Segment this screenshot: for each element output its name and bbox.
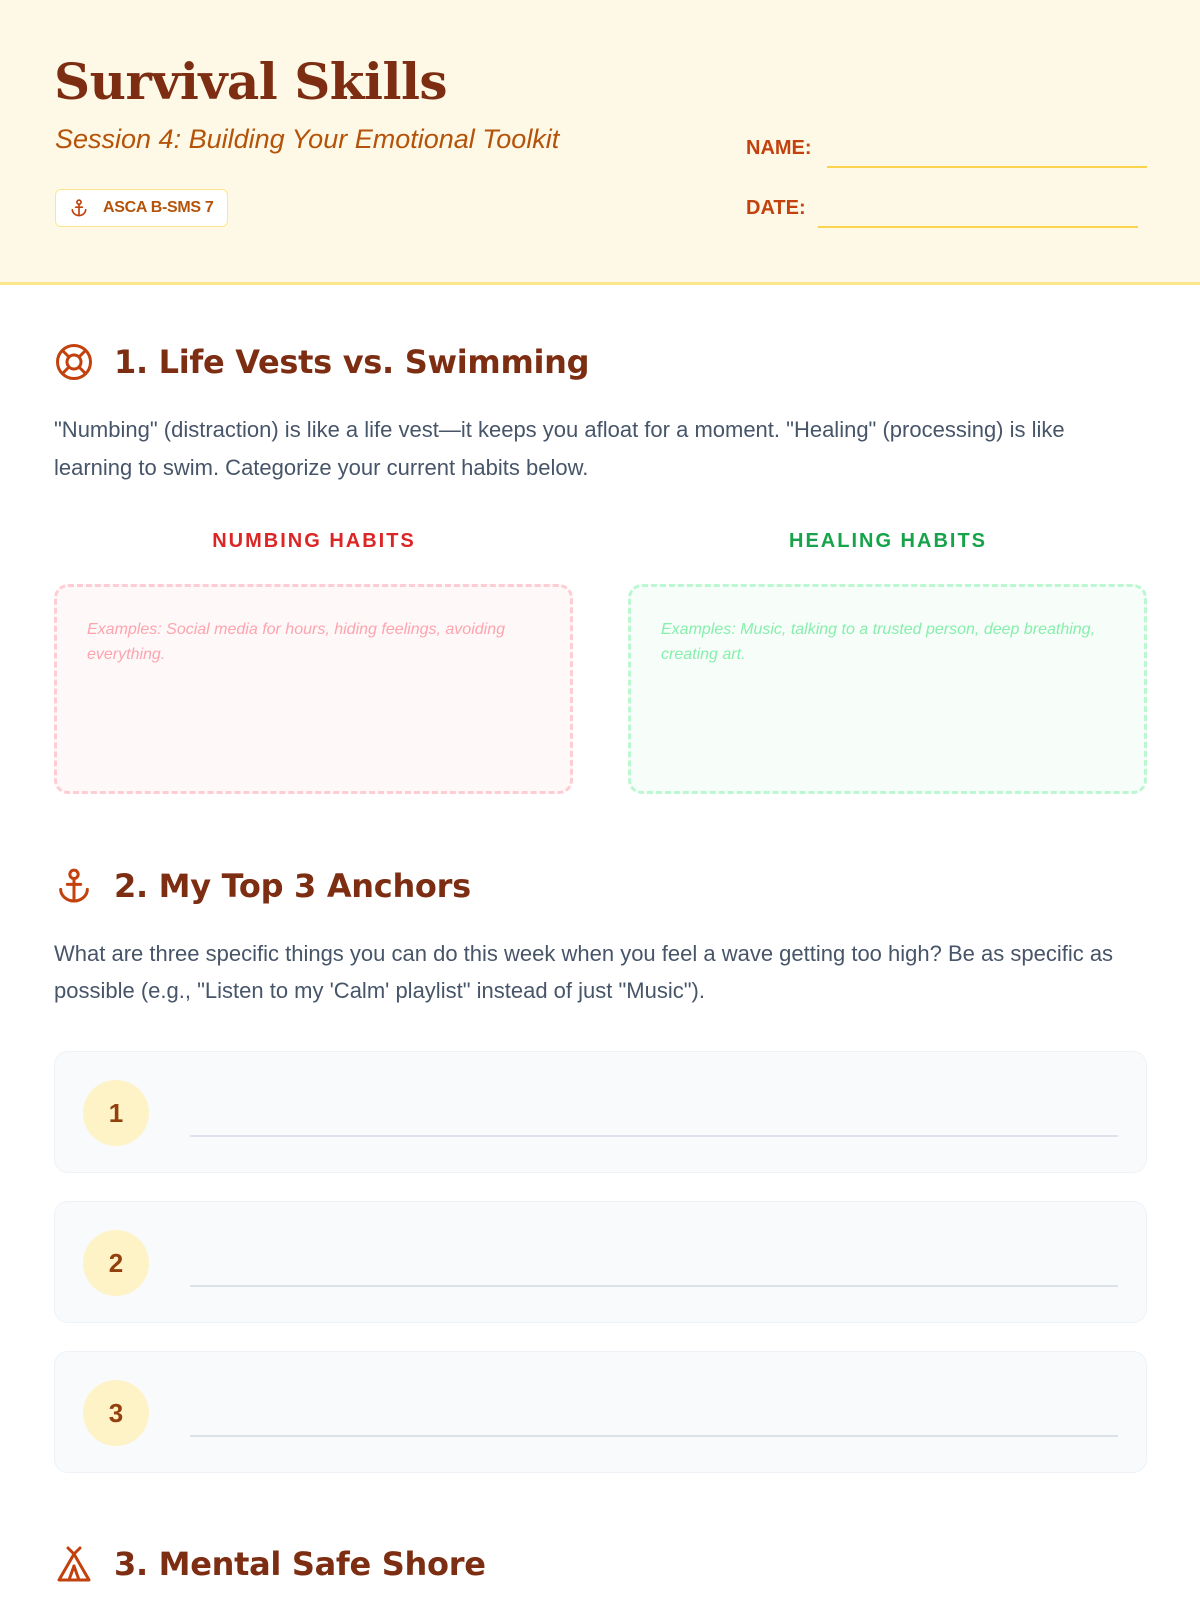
- tent-icon: [54, 1544, 94, 1584]
- anchor-number: 3: [83, 1380, 149, 1446]
- name-label: NAME:: [746, 137, 812, 159]
- section-3-title: 3. Mental Safe Shore: [114, 1545, 486, 1583]
- healing-habits-textarea[interactable]: [628, 584, 1147, 794]
- anchor-item: [54, 1201, 1147, 1323]
- anchor-icon: [69, 198, 89, 218]
- numbing-habits-textarea[interactable]: [54, 584, 573, 794]
- date-field[interactable]: [818, 226, 1138, 228]
- section-1-description: "Numbing" (distraction) is like a life vest—it keeps you afloat for a moment. "Healing" (processing) is like learning to swim. Categorize your current habits below.: [54, 417, 1065, 480]
- anchor-item: [54, 1351, 1147, 1473]
- badge-label: ASCA B-SMS 7: [103, 199, 214, 216]
- anchor-number: 1: [83, 1080, 149, 1146]
- anchor-input[interactable]: [190, 1285, 1118, 1287]
- anchor-item: [54, 1051, 1147, 1173]
- anchor-input[interactable]: [190, 1435, 1118, 1437]
- anchor-input[interactable]: [190, 1135, 1118, 1137]
- section-2-title: 2. My Top 3 Anchors: [114, 867, 471, 905]
- anchor-icon: [54, 866, 94, 906]
- section-1-title: 1. Life Vests vs. Swimming: [114, 343, 590, 381]
- worksheet-header: [0, 0, 1200, 285]
- section-3-heading: [54, 1544, 486, 1584]
- anchor-number: 2: [83, 1230, 149, 1296]
- date-label: DATE:: [746, 197, 806, 219]
- page-subtitle: Session 4: Building Your Emotional Toolkit: [55, 124, 560, 154]
- section-1-heading: [54, 342, 589, 382]
- healing-placeholder: Examples: Music, talking to a trusted person, deep breathing, creating art.: [661, 621, 1096, 663]
- standard-badge: [55, 189, 228, 227]
- page-title: Survival Skills: [54, 52, 448, 111]
- numbing-placeholder: Examples: Social media for hours, hiding feelings, avoiding everything.: [87, 621, 506, 663]
- healing-habits-title: HEALING HABITS: [789, 530, 987, 552]
- section-2-description: What are three specific things you can do this week when you feel a wave getting too high? Be as specific as possible (e.g., "Listen to my 'Calm' playlist" instead of just "Music").: [54, 941, 1114, 1003]
- life-ring-icon: [54, 342, 94, 382]
- numbing-habits-title: NUMBING HABITS: [212, 530, 416, 552]
- name-field[interactable]: [827, 166, 1147, 168]
- section-2-heading: [54, 866, 471, 906]
